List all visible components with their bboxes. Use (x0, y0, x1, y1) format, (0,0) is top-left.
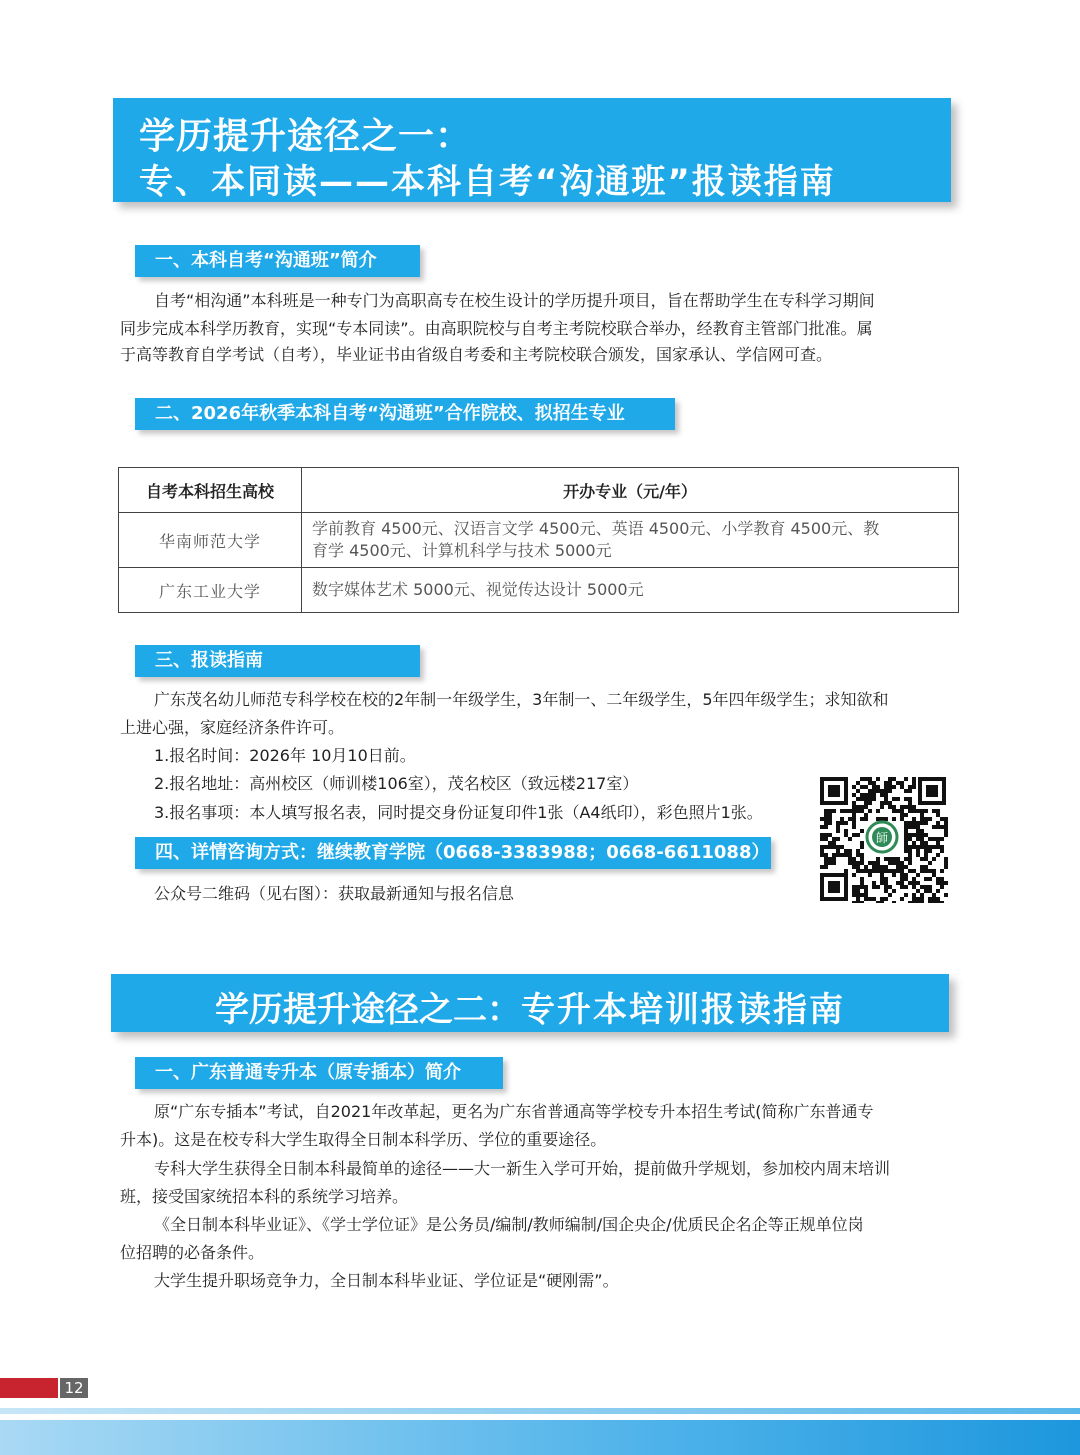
banner-2-title (111, 982, 949, 1031)
table-header-school: 自考本科招生高校 (119, 468, 302, 513)
section-heading-schools: 二、2026年秋季本科自考“沟通班”合作院校、拟招生专业 (135, 398, 675, 430)
guide-paragraph-line-1: 广东茂名幼儿师范专科学校在校的2年制一年级学生，3年制一、二年级学生，5年四年级学生；求知欲和 (154, 690, 889, 709)
section-heading-contact: 四、详情咨询方式：继续教育学院（0668-3383988；0668-6611088） (135, 837, 771, 869)
table-row (119, 568, 959, 613)
wechat-qr-code (818, 775, 948, 903)
table-header-majors: 开办专业（元/年） (302, 468, 959, 513)
table-cell-school: 华南师范大学 (119, 513, 302, 568)
intro-paragraph-line-3: 于高等教育自学考试（自考），毕业证书由省级自考委和主考院校联合颁发，国家承认、学信网可查。 (120, 345, 833, 364)
table-header-row (119, 468, 959, 513)
upgrade-paragraph-line-3: 专科大学生获得全日制本科最简单的途径——大一新生入学可开始，提前做升学规划，参加校内周末培训 (154, 1159, 891, 1178)
schools-majors-table (118, 467, 959, 613)
upgrade-paragraph-line-7: 大学生提升职场竞争力，全日制本科毕业证、学位证是“硬刚需”。 (154, 1271, 619, 1290)
section-banner-1 (113, 98, 951, 202)
upgrade-paragraph-line-5: 《全日制本科毕业证》、《学士学位证》是公务员/编制/教师编制/国企央企/优质民企名企等正规单位岗 (154, 1215, 864, 1234)
banner-1-title: 学历提升途径之一： (139, 115, 473, 157)
upgrade-paragraph-line-2: 升本)。这是在校专科大学生取得全日制本科学历、学位的重要途径。 (120, 1130, 607, 1149)
majors-line: 数字媒体艺术 5000元、视觉传达设计 5000元 (312, 580, 644, 599)
guide-item-requirements: 3.报名事项：本人填写报名表，同时提交身份证复印件1张（A4纸印），彩色照片1张。 (154, 803, 763, 822)
footer-stripe-thick (0, 1420, 1080, 1455)
upgrade-paragraph-line-6: 位招聘的必备条件。 (120, 1243, 265, 1262)
section-banner-2 (111, 974, 949, 1032)
footer-stripe-thin (0, 1408, 1080, 1414)
page-number: 12 (60, 1378, 88, 1398)
qr-center-badge: 師 (875, 831, 889, 845)
table-row (119, 513, 959, 568)
qr-note: 公众号二维码（见右图）：获取最新通知与报名信息 (154, 884, 515, 903)
footer-red-bar (0, 1378, 58, 1398)
guide-paragraph-line-2: 上进心强，家庭经济条件许可。 (120, 718, 345, 737)
section-heading-intro: 一、本科自考“沟通班”简介 (135, 245, 420, 277)
section-heading-guide: 三、报读指南 (135, 645, 420, 677)
intro-paragraph-line-1: 自考“相沟通”本科班是一种专门为高职高专在校生设计的学历提升项目，旨在帮助学生在专科学习期间 (154, 291, 875, 310)
guide-item-address: 2.报名地址：高州校区（师训楼106室），茂名校区（致远楼217室） (154, 774, 639, 793)
banner-2-title-part-1: 学历提升途径之二： (215, 990, 521, 1030)
section-heading-upgrade-intro: 一、广东普通专升本（原专插本）简介 (135, 1057, 503, 1089)
banner-2-title-part-2: 专升本培训报读指南 (521, 990, 845, 1030)
table-cell-majors (302, 513, 959, 568)
intro-paragraph-line-2: 同步完成本科学历教育，实现“专本同读”。由高职院校与自考主考院校联合举办，经教育主管部门批准。属 (120, 319, 873, 338)
guide-item-time: 1.报名时间：2026年 10月10日前。 (154, 746, 416, 765)
table-cell-school: 广东工业大学 (119, 568, 302, 613)
banner-1-subtitle: 专、本同读——本科自考“沟通班”报读指南 (139, 162, 836, 202)
majors-line: 育学 4500元、计算机科学与技术 5000元 (312, 541, 612, 560)
upgrade-paragraph-line-4: 班，接受国家统招本科的系统学习培养。 (120, 1187, 409, 1206)
upgrade-paragraph-line-1: 原“广东专插本”考试，自2021年改革起，更名为广东省普通高等学校专升本招生考试(简称广东普通专 (154, 1102, 874, 1121)
table-cell-majors (302, 568, 959, 613)
majors-line: 学前教育 4500元、汉语言文学 4500元、英语 4500元、小学教育 4500元、教 (312, 519, 880, 538)
